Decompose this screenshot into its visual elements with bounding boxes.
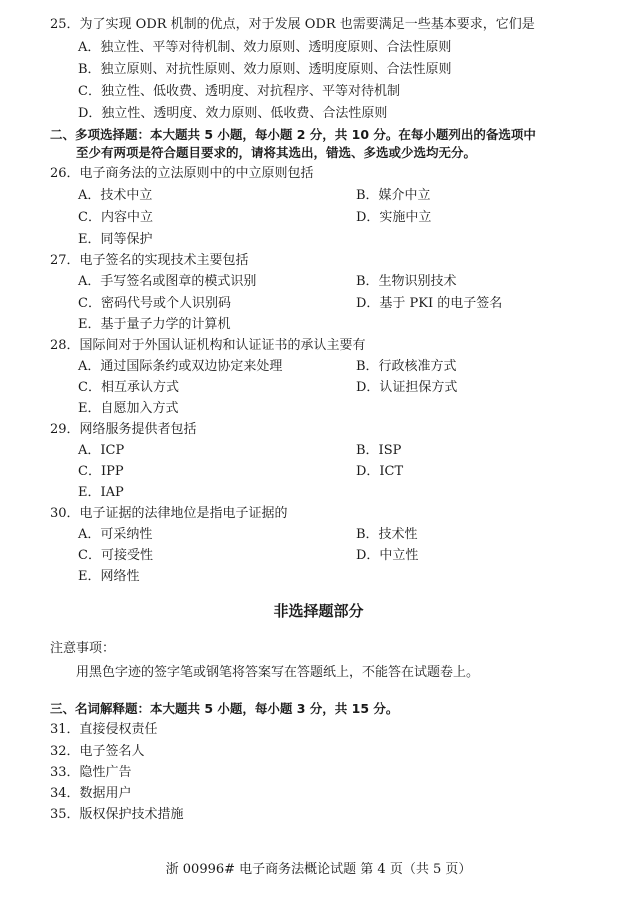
q30-stem: 30．电子证据的法律地位是指电子证据的 (50, 506, 288, 521)
q26-option-d: D．实施中立 (356, 210, 432, 225)
q28-option-c: C．相互承认方式 (78, 380, 179, 395)
q26-option-c: C．内容中立 (78, 210, 153, 225)
q27-option-a: A．手写签名或图章的模式识别 (78, 274, 257, 289)
section2-header-line1: 二、多项选择题：本大题共 5 小题，每小题 2 分，共 10 分。在每小题列出的备选项中 (50, 127, 536, 142)
q26-option-b: B．媒介中立 (356, 188, 431, 203)
q30-option-c: C．可接受性 (78, 548, 153, 563)
q26-option-e: E．同等保护 (78, 232, 153, 247)
q29-option-e: E．IAP (78, 485, 124, 500)
q25-option-d: D．独立性、透明度、效力原则、低收费、合法性原则 (78, 106, 388, 121)
notice-body: 用黑色字迹的签字笔或钢笔将答案写在答题纸上，不能答在试题卷上。 (76, 665, 480, 680)
q35: 35．版权保护技术措施 (50, 807, 184, 822)
q28-option-b: B．行政核准方式 (356, 359, 457, 374)
q29-option-d: D．ICT (356, 464, 404, 479)
q26-stem: 26．电子商务法的立法原则中的中立原则包括 (50, 166, 314, 181)
section3-header: 三、名词解释题：本大题共 5 小题，每小题 3 分，共 15 分。 (50, 701, 399, 716)
q34: 34．数据用户 (50, 786, 132, 801)
q29-stem: 29．网络服务提供者包括 (50, 422, 197, 437)
q27-option-d: D．基于 PKI 的电子签名 (356, 296, 503, 311)
q25-stem: 25．为了实现 ODR 机制的优点，对于发展 ODR 也需要满足一些基本要求，它们是 (50, 17, 535, 32)
q28-option-a: A．通过国际条约或双边协定来处理 (78, 359, 283, 374)
q29-option-b: B．ISP (356, 443, 402, 458)
q28-option-e: E．自愿加入方式 (78, 401, 179, 416)
q32: 32．电子签名人 (50, 744, 145, 759)
part-title: 非选择题部分 (273, 602, 364, 620)
q30-option-d: D．中立性 (356, 548, 419, 563)
q27-option-b: B．生物识别技术 (356, 274, 457, 289)
q30-option-a: A．可采纳性 (78, 527, 153, 542)
q30-option-b: B．技术性 (356, 527, 418, 542)
section2-header-line2: 至少有两项是符合题目要求的，请将其选出，错选、多选或少选均无分。 (76, 145, 477, 160)
q27-stem: 27．电子签名的实现技术主要包括 (50, 253, 249, 268)
q25-option-c: C．独立性、低收费、透明度、对抗程序、平等对待机制 (78, 84, 400, 99)
q25-option-a: A．独立性、平等对待机制、效力原则、透明度原则、合法性原则 (78, 40, 452, 55)
q29-option-a: A．ICP (78, 443, 125, 458)
notice-heading: 注意事项： (50, 641, 116, 656)
q31: 31．直接侵权责任 (50, 722, 158, 737)
q27-option-c: C．密码代号或个人识别码 (78, 296, 231, 311)
q30-option-e: E．网络性 (78, 569, 140, 584)
q25-option-b: B．独立原则、对抗性原则、效力原则、透明度原则、合法性原则 (78, 62, 452, 77)
page-footer: 浙 00996# 电子商务法概论试题 第 4 页（共 5 页） (165, 862, 472, 877)
q33: 33．隐性广告 (50, 765, 132, 780)
q26-option-a: A．技术中立 (78, 188, 153, 203)
q27-option-e: E．基于量子力学的计算机 (78, 317, 231, 332)
q28-option-d: D．认证担保方式 (356, 380, 458, 395)
q28-stem: 28．国际间对于外国认证机构和认证证书的承认主要有 (50, 338, 366, 353)
q29-option-c: C．IPP (78, 464, 124, 479)
